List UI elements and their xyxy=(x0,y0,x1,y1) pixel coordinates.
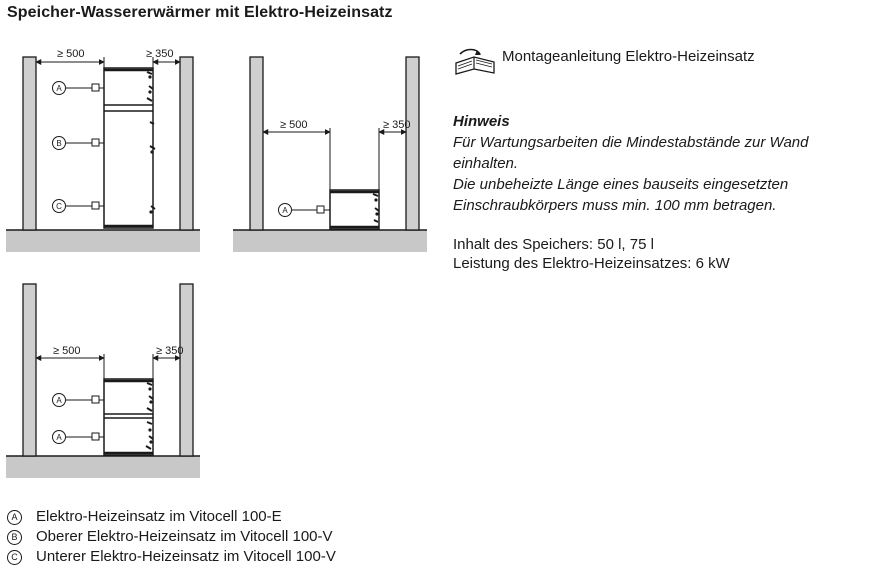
water-heater xyxy=(104,379,153,455)
diagram-vitocell-100-v xyxy=(6,48,200,252)
legend-text: Elektro-Heizeinsatz im Vitocell 100-E xyxy=(36,508,282,525)
legend-item xyxy=(7,547,336,567)
manual-reference xyxy=(452,45,872,85)
dim-left: ≥ 500 xyxy=(57,48,85,60)
wall-right xyxy=(180,284,193,456)
note-section xyxy=(453,111,873,216)
legend-item xyxy=(7,507,336,527)
specs-section xyxy=(453,235,730,273)
diagram-vitocell-100-e xyxy=(6,284,200,478)
wall-left xyxy=(23,284,36,456)
marker-a: A xyxy=(282,206,288,215)
legend-marker: B xyxy=(7,530,22,545)
water-heater xyxy=(330,190,379,229)
legend-marker: A xyxy=(7,510,22,525)
floor xyxy=(6,230,200,252)
diagram-small-unit xyxy=(233,57,427,252)
marker-a: A xyxy=(56,84,62,93)
spec-power: Leistung des Elektro-Heizeinsatzes: 6 kW xyxy=(453,255,730,272)
manual-book-icon xyxy=(452,45,498,81)
dim-right: ≥ 350 xyxy=(146,48,174,60)
marker-b: B xyxy=(56,139,62,148)
floor xyxy=(6,456,200,478)
dim-left: ≥ 500 xyxy=(53,345,81,357)
legend-item xyxy=(7,527,336,547)
wall-left xyxy=(23,57,36,230)
wall-right xyxy=(180,57,193,230)
wall-right xyxy=(406,57,419,230)
legend-text: Oberer Elektro-Heizeinsatz im Vitocell 100-V xyxy=(36,528,333,545)
legend xyxy=(7,507,336,567)
note-line: Für Wartungsarbeiten die Mindestabstände zur Wand xyxy=(453,134,809,151)
dim-left: ≥ 500 xyxy=(280,119,308,131)
wall-left xyxy=(250,57,263,230)
note-line: Die unbeheizte Länge eines bauseits eingesetzten xyxy=(453,176,789,193)
water-heater xyxy=(104,68,153,228)
marker-a: A xyxy=(56,396,62,405)
note-line: einhalten. xyxy=(453,155,519,172)
note-line: Einschraubkörpers muss min. 100 mm betragen. xyxy=(453,197,777,214)
dim-right: ≥ 350 xyxy=(156,345,184,357)
manual-label: Montageanleitung Elektro-Heizeinsatz xyxy=(502,48,755,65)
spec-capacity: Inhalt des Speichers: 50 l, 75 l xyxy=(453,236,654,253)
marker-a: A xyxy=(56,433,62,442)
dim-right: ≥ 350 xyxy=(383,119,411,131)
note-title: Hinweis xyxy=(453,113,510,130)
marker-c: C xyxy=(56,202,62,211)
legend-marker: C xyxy=(7,550,22,565)
page-title: Speicher-Wassererwärmer mit Elektro-Heizeinsatz xyxy=(7,4,393,21)
floor xyxy=(233,230,427,252)
legend-text: Unterer Elektro-Heizeinsatz im Vitocell 100-V xyxy=(36,548,336,565)
